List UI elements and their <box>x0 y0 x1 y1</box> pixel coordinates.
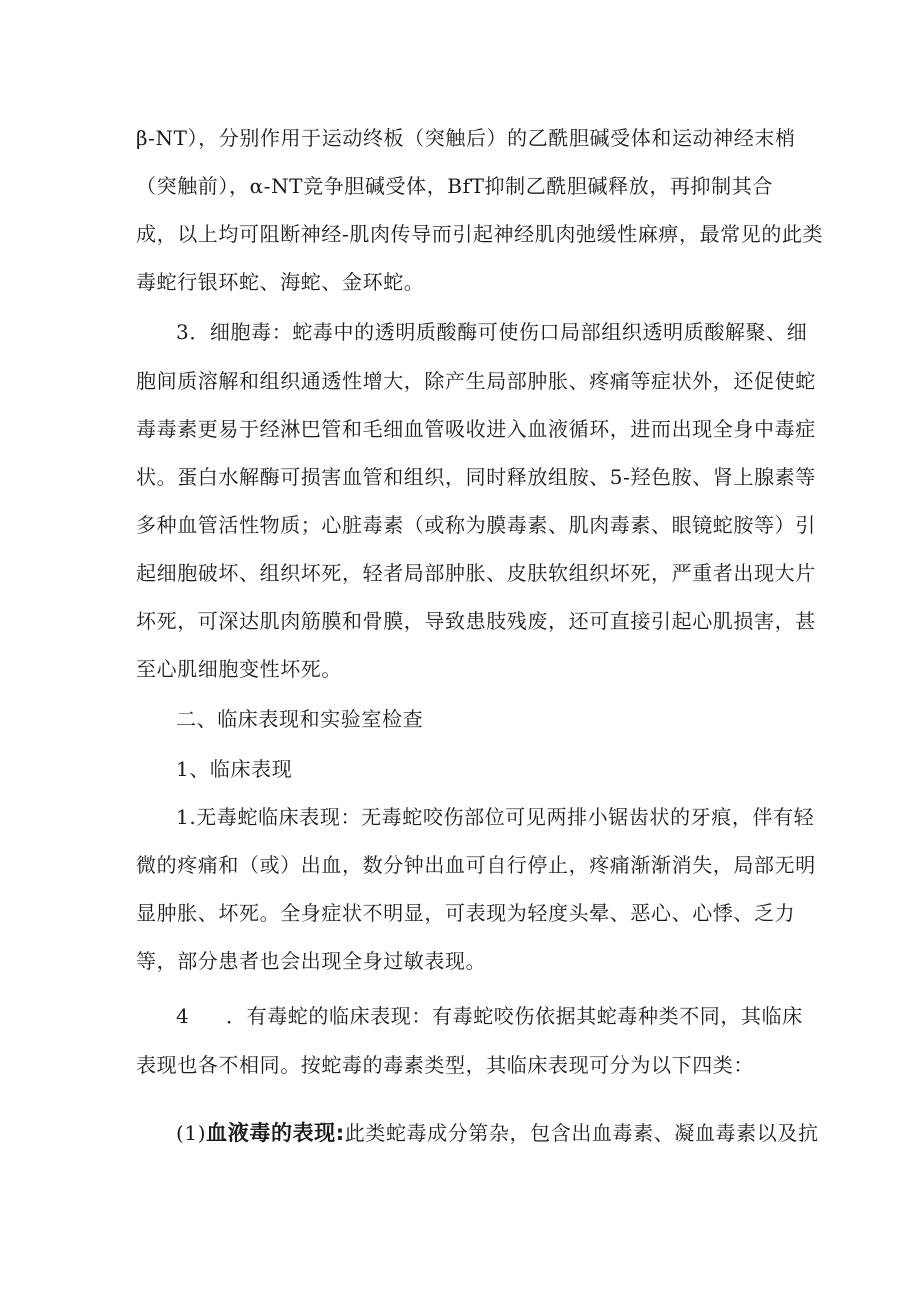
item-prefix: (1) <box>176 1121 207 1145</box>
text-line: 至心肌细胞变性坏死。 <box>136 657 342 681</box>
text-line: 胞间质溶解和组织通透性增大，除产生局部肿胀、疼痛等症状外，还促使蛇 <box>136 369 816 393</box>
text-line: 坏死，可深达肌肉筋膜和骨膜，导致患肢残废，还可直接引起心肌损害，甚 <box>136 609 816 633</box>
text-line: β-NT），分别作用于运动终板（突触后）的乙酰胆碱受体和运动神经末梢 <box>136 126 796 150</box>
section-heading: 二、临床表现和实验室检查 <box>176 707 424 731</box>
text-line: 1.无毒蛇临床表现：无毒蛇咬伤部位可见两排小锯齿状的牙痕，伴有轻 <box>176 805 815 829</box>
item-text: 此类蛇毒成分第杂，包含出血毒素、凝血毒素以及抗 <box>344 1121 819 1145</box>
text-line: 状。蛋白水解酶可损害血管和组织，同时释放组胺、5-羟色胺、肾上腺素等 <box>136 465 816 489</box>
text-line: 多种血管活性物质；心脏毒素（或称为膜毒素、肌肉毒素、眼镜蛇胺等）引 <box>136 513 816 537</box>
text-line <box>176 1119 819 1147</box>
text-line: 毒毒素更易于经淋巴管和毛细血管吸收进入血液循环，进而出现全身中毒症 <box>136 417 816 441</box>
text-line: 起细胞破坏、组织坏死，轻者局部肿胀、皮肤软组织坏死，严重者出现大片 <box>136 561 816 585</box>
bold-heading: 血液毒的表现: <box>206 1121 345 1145</box>
text-line: 表现也各不相同。按蛇毒的毒素类型，其临床表现可分为以下四类： <box>136 1053 754 1077</box>
text-line: 毒蛇行银环蛇、海蛇、金环蛇。 <box>136 270 425 294</box>
text-line: 3．细胞毒：蛇毒中的透明质酸酶可使伤口局部组织透明质酸解聚、细 <box>176 320 808 344</box>
text-line: 显肿胀、坏死。全身症状不明显，可表现为轻度头晕、恶心、心悸、乏力 <box>136 901 796 925</box>
text-line: ．有毒蛇的临床表现：有毒蛇咬伤依据其蛇毒种类不同，其临床 <box>226 1004 803 1028</box>
text-line: 成，以上均可阻断神经-肌肉传导而引起神经肌肉弛缓性麻痹，最常见的此类 <box>136 222 824 246</box>
subsection-heading: 1、临床表现 <box>176 757 293 781</box>
text-line: 微的疼痛和（或）出血，数分钟出血可自行停止，疼痛渐渐消失，局部无明 <box>136 853 816 877</box>
text-line: 等，部分患者也会出现全身过敏表现。 <box>136 949 487 973</box>
list-number: 4 <box>176 1004 190 1028</box>
text-line: （突触前），α-NT竞争胆碱受体，BfT抑制乙酰胆碱释放，再抑制其合 <box>136 174 773 198</box>
